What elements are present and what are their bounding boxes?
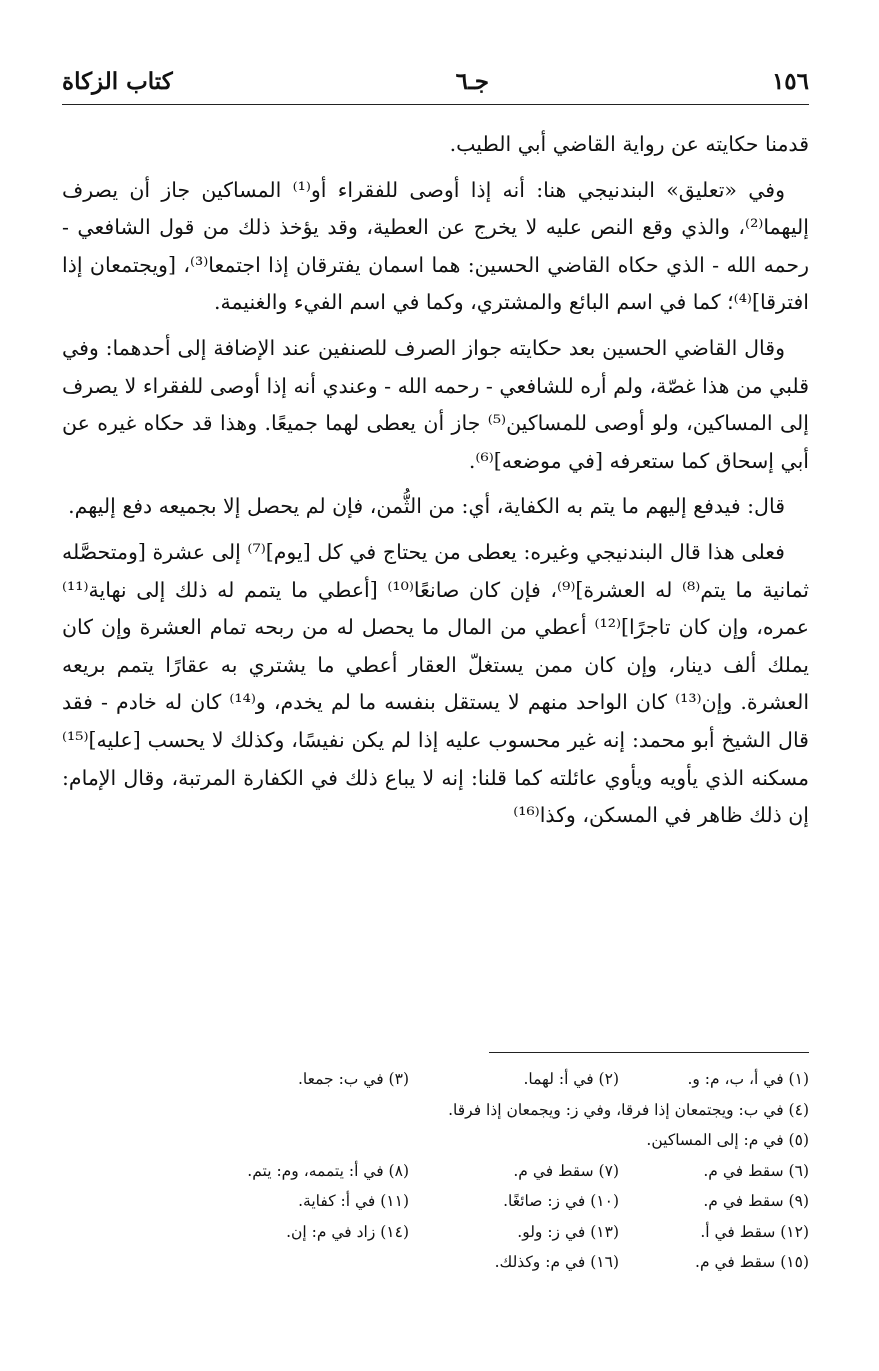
footnote-row (150, 1095, 809, 1126)
footnote: (٤) في ب: ويجتمعان إذا فرقا، وفي ز: ويجمعان إذا فرقا. (448, 1100, 809, 1119)
footnote: (٦) سقط في م. (703, 1161, 809, 1180)
book-title: كتاب الزكاة (62, 67, 173, 95)
footnote-row (150, 1217, 809, 1248)
paragraph: وقال القاضي الحسين بعد حكايته جواز الصرف للصنفين عند الإضافة إلى أحدهما: وفي قلبي من هذا غصّة، ولم أره للشافعي - رحمه الله - وعندي أنه إذا أوصى للفقراء لا يصرف إلى المساكين، ولو أوصى للمساكين⁽⁵⁾ جاز أن يعطى لهما جميعًا. وهذا قد حكاه غيره عن أبي إسحاق كما ستعرفه [في موضعه]⁽⁶⁾. (62, 335, 810, 473)
footnote: (٢) في أ: لهما. (523, 1070, 619, 1088)
body-text (62, 126, 809, 843)
running-header (62, 64, 809, 98)
paragraph: قدمنا حكايته عن رواية القاضي أبي الطيب. (449, 132, 809, 156)
footnote-divider (489, 1052, 809, 1053)
footnote: (١١) في أ: كفاية. (298, 1192, 409, 1210)
header-divider (62, 104, 809, 105)
page-number: ١٥٦ (771, 67, 809, 95)
footnote: (١٥) سقط في م. (695, 1253, 809, 1271)
paragraph: فعلى هذا قال البندنيجي وغيره: يعطى من يحتاج في كل [يوم]⁽⁷⁾ إلى عشرة [ومتحصَّله ثمانية ما يتم⁽⁸⁾ له العشرة]⁽⁹⁾، فإن كان صانعًا⁽¹⁰⁾ [أعطي ما يتمم له ذلك إلى نهاية⁽¹¹⁾ عمره، وإن كان تاجرًا]⁽¹²⁾ أعطي من المال ما يحصل له من ربحه تمام العشرة وإن كان يملك ألف دينار، وإن كان ممن يستغلّ العقار أعطي ما يشتري به عقارًا يتمم بريعه العشرة. وإن⁽¹³⁾ كان الواحد منهم لا يستقل بنفسه ما لم يخدم، و⁽¹⁴⁾ كان له خادم - فقد قال الشيخ أبو محمد: إنه غير محسوب عليه إذا لم يكن نفيسًا، وكذلك لا يحسب [عليه]⁽¹⁵⁾ مسكنه الذي يأويه ويأوي عائلته كما قلنا: إنه لا يباع ذلك في الكفارة المرتبة، وقال الإمام: إن ذلك ظاهر في المسكن، وكذا⁽¹⁶⁾ (62, 539, 810, 828)
footnote: (١٤) زاد في م: إن. (286, 1222, 409, 1241)
footnote-row (150, 1186, 809, 1217)
footnote-row (150, 1064, 809, 1095)
footnote: (١٢) سقط في أ. (700, 1222, 809, 1241)
footnote: (٣) في ب: جمعا. (297, 1070, 409, 1088)
footnote: (١٣) في ز: ولو. (517, 1222, 619, 1241)
volume-label: جـ٦ (455, 67, 489, 95)
footnote: (٧) سقط في م. (513, 1161, 619, 1180)
footnote-row (150, 1247, 809, 1278)
footnotes (150, 1064, 809, 1278)
footnote: (١٠) في ز: صائغًا. (503, 1192, 619, 1210)
footnote-row (150, 1125, 809, 1156)
paragraph: وفي «تعليق» البندنيجي هنا: أنه إذا أوصى للفقراء أو⁽¹⁾ المساكين جاز أن يصرف إليهما⁽²⁾، والذي وقع النص عليه لا يخرج عن العطية، وقد يؤخذ ذلك من قول الشافعي - رحمه الله - الذي حكاه القاضي الحسين: هما اسمان يفترقان إذا اجتمعا⁽³⁾، [ويجتمعان إذا افترقا]⁽⁴⁾؛ كما في اسم البائع والمشتري، وكما في اسم الفيء والغنيمة. (62, 177, 809, 315)
footnote: (١٦) في م: وكذلك. (494, 1253, 619, 1271)
footnote-row (150, 1156, 809, 1187)
footnote: (٩) سقط في م. (703, 1192, 809, 1210)
footnote: (٨) في أ: يتممه، وم: يتم. (247, 1161, 409, 1180)
footnote: (٥) في م: إلى المساكين. (646, 1131, 809, 1149)
paragraph: قال: فيدفع إليهم ما يتم به الكفاية، أي: من الثُّمن، فإن لم يحصل إلا بجميعه دفع إليهم. (68, 494, 785, 519)
footnote: (١) في أ، ب، م: و. (687, 1070, 809, 1088)
